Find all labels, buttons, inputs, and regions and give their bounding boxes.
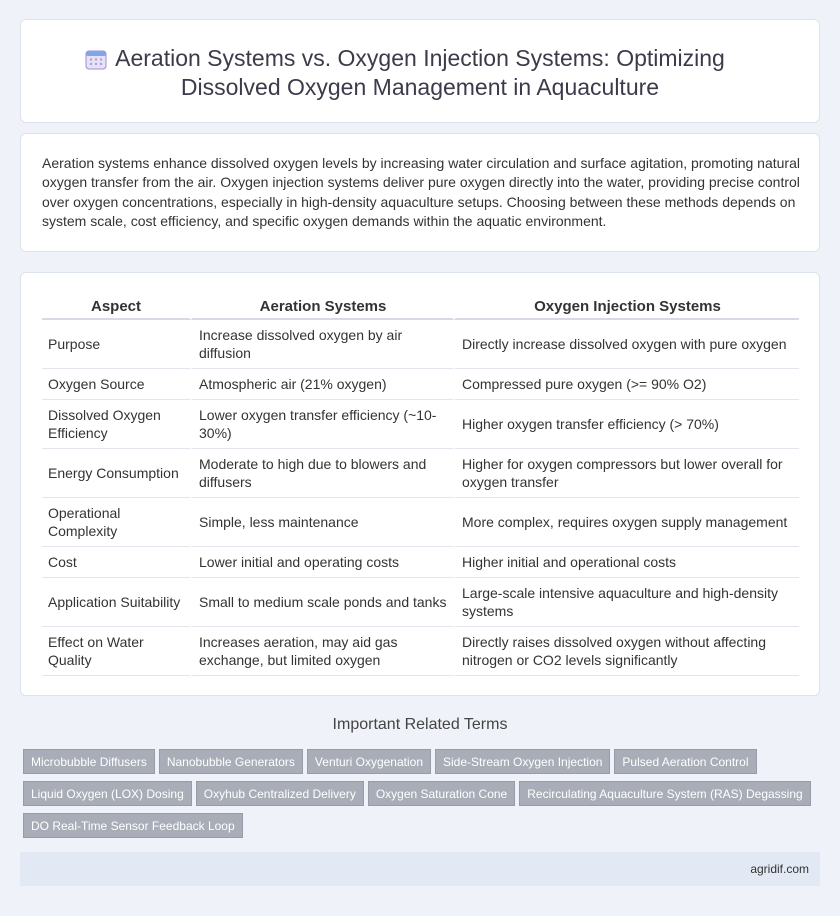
table-cell: Atmospheric air (21% oxygen) bbox=[190, 369, 453, 400]
table-cell: Dissolved Oxygen Efficiency bbox=[42, 400, 190, 449]
table-cell: Application Suitability bbox=[42, 578, 190, 627]
table-cell: Higher oxygen transfer efficiency (> 70%) bbox=[453, 400, 799, 449]
table-cell: Directly increase dissolved oxygen with pure oxygen bbox=[453, 320, 799, 369]
table-cell: Oxygen Source bbox=[42, 369, 190, 400]
table-row bbox=[42, 369, 799, 400]
table-cell: More complex, requires oxygen supply management bbox=[453, 498, 799, 547]
related-term-tag[interactable]: DO Real-Time Sensor Feedback Loop bbox=[23, 813, 243, 838]
column-header: Oxygen Injection Systems bbox=[453, 295, 799, 320]
related-term-tag[interactable]: Oxygen Saturation Cone bbox=[368, 781, 515, 806]
table-cell: Purpose bbox=[42, 320, 190, 369]
related-terms-title: Important Related Terms bbox=[332, 716, 508, 733]
related-term-tag[interactable]: Microbubble Diffusers bbox=[23, 749, 155, 774]
table-row bbox=[42, 578, 799, 627]
table-cell: Effect on Water Quality bbox=[42, 627, 190, 676]
table-cell: Increase dissolved oxygen by air diffusion bbox=[190, 320, 453, 369]
comparison-card bbox=[20, 272, 820, 696]
table-cell: Small to medium scale ponds and tanks bbox=[190, 578, 453, 627]
column-header: Aspect bbox=[42, 295, 190, 320]
table-header-row bbox=[42, 295, 799, 320]
column-header: Aeration Systems bbox=[190, 295, 453, 320]
table-cell: Higher for oxygen compressors but lower overall for oxygen transfer bbox=[453, 449, 799, 498]
table-cell: Operational Complexity bbox=[42, 498, 190, 547]
table-cell: Energy Consumption bbox=[42, 449, 190, 498]
table-cell: Simple, less maintenance bbox=[190, 498, 453, 547]
related-term-tag[interactable]: Side-Stream Oxygen Injection bbox=[435, 749, 610, 774]
related-term-tag[interactable]: Liquid Oxygen (LOX) Dosing bbox=[23, 781, 192, 806]
table-cell: Directly raises dissolved oxygen without affecting nitrogen or CO2 levels significantly bbox=[453, 627, 799, 676]
table-cell: Cost bbox=[42, 547, 190, 578]
table-row bbox=[42, 449, 799, 498]
table-cell: Moderate to high due to blowers and diffusers bbox=[190, 449, 453, 498]
table-row bbox=[42, 320, 799, 369]
related-term-tag[interactable]: Oxyhub Centralized Delivery bbox=[196, 781, 364, 806]
intro-card bbox=[20, 133, 820, 252]
intro-paragraph: Aeration systems enhance dissolved oxygen levels by increasing water circulation and surface agitation, promoting natural oxygen transfer from the air. Oxygen injection systems deliver pure oxygen directly into the water, providing precise control over oxygen concentrations, especially in high-density aquaculture setups. Choosing between these methods depends on system scale, cost efficiency, and specific oxygen demands within the aquatic environment. bbox=[42, 155, 800, 229]
table-row bbox=[42, 547, 799, 578]
footer-site-link[interactable]: agridif.com bbox=[750, 862, 809, 876]
table-cell: Higher initial and operational costs bbox=[453, 547, 799, 578]
related-terms-list bbox=[23, 749, 813, 845]
page-title-line-2: Dissolved Oxygen Management in Aquaculture bbox=[180, 74, 660, 100]
page-title-line-1: Aeration Systems vs. Oxygen Injection Systems: Optimizing bbox=[115, 45, 725, 71]
title-card bbox=[20, 19, 820, 123]
table-cell: Increases aeration, may aid gas exchange, but limited oxygen bbox=[190, 627, 453, 676]
page-title bbox=[21, 44, 819, 102]
related-term-tag[interactable]: Recirculating Aquaculture System (RAS) Degassing bbox=[519, 781, 810, 806]
footer bbox=[20, 852, 820, 886]
table-cell: Lower initial and operating costs bbox=[190, 547, 453, 578]
table-cell: Compressed pure oxygen (>= 90% O2) bbox=[453, 369, 799, 400]
table-cell: Lower oxygen transfer efficiency (~10-30%) bbox=[190, 400, 453, 449]
related-term-tag[interactable]: Venturi Oxygenation bbox=[307, 749, 431, 774]
table-row bbox=[42, 498, 799, 547]
comparison-table bbox=[42, 295, 799, 676]
table-cell: Large-scale intensive aquaculture and high-density systems bbox=[453, 578, 799, 627]
related-term-tag[interactable]: Pulsed Aeration Control bbox=[614, 749, 756, 774]
table-row bbox=[42, 400, 799, 449]
table-row bbox=[42, 627, 799, 676]
related-term-tag[interactable]: Nanobubble Generators bbox=[159, 749, 303, 774]
